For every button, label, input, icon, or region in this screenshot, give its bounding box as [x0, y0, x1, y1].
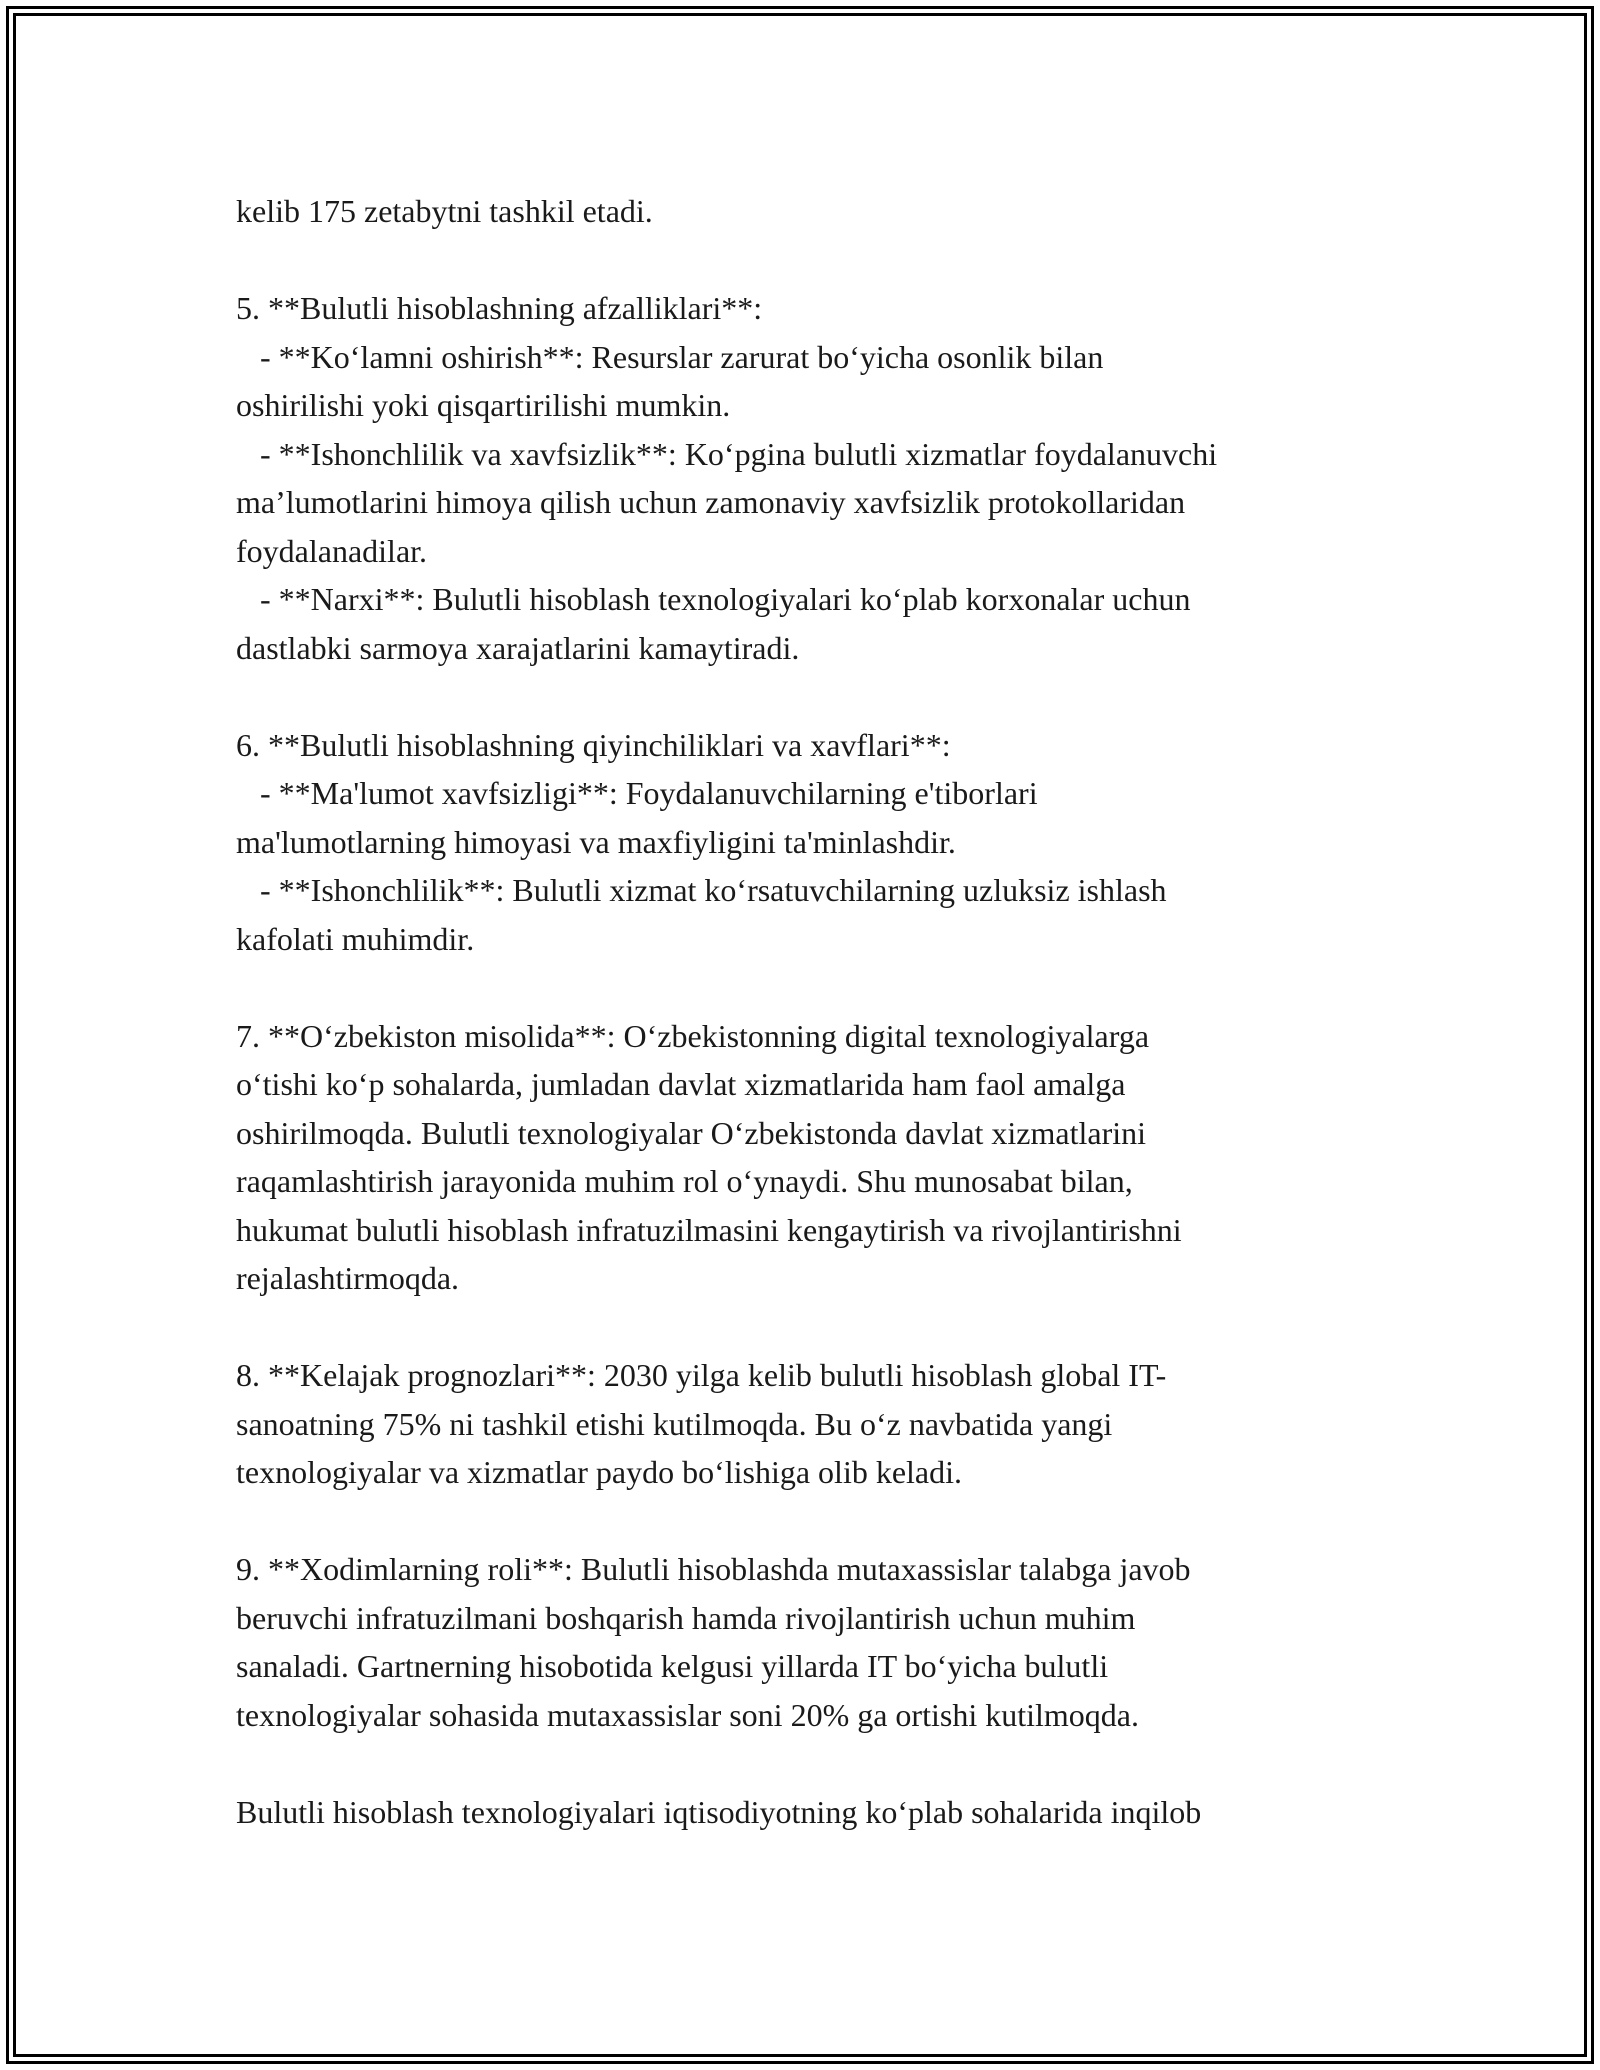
paragraph-spacer [236, 672, 1376, 721]
text-line: dastlabki sarmoya xarajatlarini kamaytiradi. [236, 629, 800, 666]
text-line: 6. **Bulutli hisoblashning qiyinchiliklari va xavflari**: [236, 726, 951, 763]
text-line: kelib 175 zetabytni tashkil etadi. [236, 193, 653, 229]
paragraph-spacer [236, 1497, 1376, 1546]
text-line: 9. **Xodimlarning roli**: Bulutli hisoblashda mutaxassislar talabga javob [236, 1551, 1191, 1587]
text-line: 7. **O‘zbekiston misolida**: O‘zbekistonning digital texnologiyalarga [236, 1017, 1150, 1054]
paragraph-spacer [236, 1739, 1376, 1788]
text-line: ma’lumotlarini himoya qilish uchun zamonaviy xavfsizlik protokollaridan [236, 484, 1186, 520]
paragraph-spacer [236, 236, 1376, 285]
paragraph-spacer [236, 1303, 1376, 1352]
text-line: foydalanadilar. [236, 532, 428, 569]
text-line: raqamlashtirish jarayonida muhim rol o‘ynaydi. Shu munosabat bilan, [236, 1163, 1133, 1199]
text-line: - **Ma'lumot xavfsizligi**: Foydalanuvchilarning e'tiborlari [236, 775, 1038, 811]
text-line: sanaladi. Gartnerning hisobotida kelgusi yillarda IT bo‘yicha bulutli [236, 1648, 1109, 1684]
text-line: - **Ishonchlilik**: Bulutli xizmat ko‘rsatuvchilarning uzluksiz ishlash [236, 872, 1167, 908]
text-line: - **Narxi**: Bulutli hisoblash texnologiyalari ko‘plab korxonalar uchun [236, 581, 1191, 617]
text-line: texnologiyalar va xizmatlar paydo bo‘lishiga olib keladi. [236, 1454, 963, 1490]
text-line: sanoatning 75% ni tashkil etishi kutilmoqda. Bu o‘z navbatida yangi [236, 1405, 1113, 1442]
document-body [236, 187, 1376, 1836]
text-line: 8. **Kelajak prognozlari**: 2030 yilga kelib bulutli hisoblash global IT- [236, 1357, 1167, 1393]
paragraph-spacer [236, 963, 1376, 1012]
text-line: ma'lumotlarning himoyasi va maxfiyligini ta'minlashdir. [236, 823, 956, 860]
text-line: oshirilishi yoki qisqartirilishi mumkin. [236, 387, 731, 423]
text-line: hukumat bulutli hisoblash infratuzilmasini kengaytirish va rivojlantirishni [236, 1211, 1182, 1248]
paragraph [236, 1545, 1376, 1739]
paragraph [236, 1012, 1376, 1303]
text-line: kafolati muhimdir. [236, 920, 475, 957]
paragraph [236, 1788, 1376, 1837]
paragraph [236, 721, 1376, 964]
text-line: - **Ishonchlilik va xavfsizlik**: Ko‘pgina bulutli xizmatlar foydalanuvchi [236, 435, 1218, 472]
text-line: rejalashtirmoqda. [236, 1260, 460, 1296]
text-line: Bulutli hisoblash texnologiyalari iqtisodiyotning ko‘plab sohalarida inqilob [236, 1793, 1202, 1830]
paragraph [236, 1351, 1376, 1497]
text-line: oshirilmoqda. Bulutli texnologiyalar O‘zbekistonda davlat xizmatlarini [236, 1114, 1147, 1151]
paragraph [236, 187, 1376, 236]
text-line: texnologiyalar sohasida mutaxassislar soni 20% ga ortishi kutilmoqda. [236, 1696, 1139, 1733]
text-line: beruvchi infratuzilmani boshqarish hamda rivojlantirish uchun muhim [236, 1599, 1136, 1636]
text-line: 5. **Bulutli hisoblashning afzalliklari**: [236, 290, 763, 326]
text-line: o‘tishi ko‘p sohalarda, jumladan davlat xizmatlarida ham faol amalga [236, 1066, 1126, 1102]
text-line: - **Ko‘lamni oshirish**: Resurslar zarurat bo‘yicha osonlik bilan [236, 338, 1104, 375]
paragraph [236, 284, 1376, 672]
